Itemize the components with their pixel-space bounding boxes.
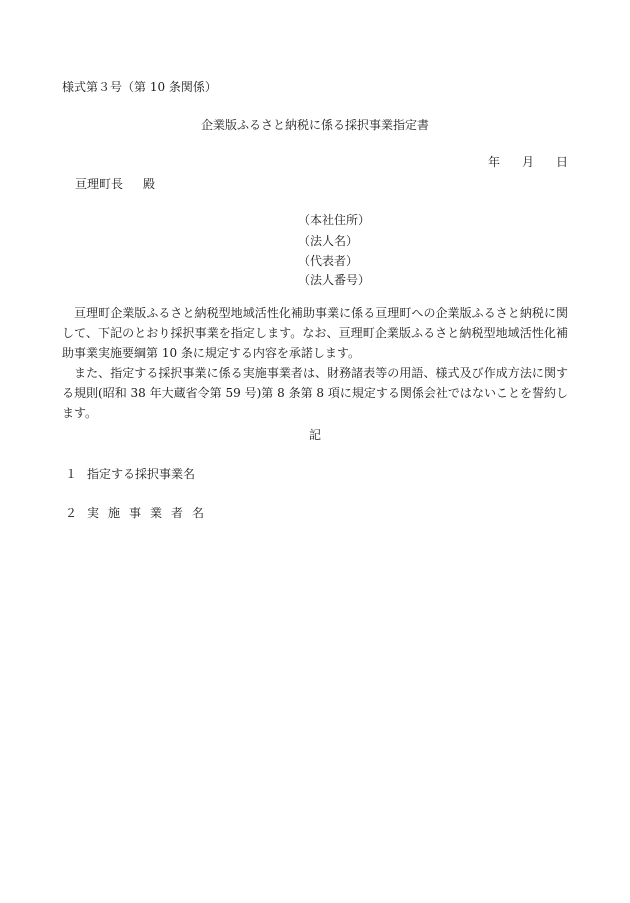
item-designated-project [65, 468, 195, 480]
date-year-label: 年 [487, 155, 500, 169]
addressee-honorific: 殿 [143, 177, 156, 191]
addressee [75, 178, 155, 190]
item-label: 実施事業者名 [87, 506, 214, 520]
form-number: 様式第３号（第 10 条関係） [62, 80, 217, 94]
applicant-corporation-name-label: （法人名） [298, 234, 359, 248]
applicant-corporate-number-label: （法人番号） [298, 273, 371, 287]
body-paragraph-2-text: また、指定する採択事業に係る実施事業者は、財務諸表等の用語、様式及び作成方法に関する規則(昭和 38 年大蔵省令第 59 号)第 8 条第 8 項に規定する関係会社ではないことを誓約します。 [62, 366, 568, 420]
item-label: 指定する採択事業名 [87, 467, 196, 481]
applicant-representative-label: （代表者） [298, 254, 359, 268]
body-paragraph-1-text: 亘理町企業版ふるさと納税型地域活性化補助事業に係る亘理町への企業版ふるさと納税に関して、下記のとおり採択事業を指定します。なお、亘理町企業版ふるさと納税型地域活性化補助事業実施要綱第 10 条に規定する内容を承諾します。 [62, 306, 568, 360]
ki-heading: 記 [308, 428, 321, 442]
item-number: ２ [65, 506, 78, 520]
date-line [488, 156, 568, 168]
addressee-name: 亘理町長 [75, 177, 124, 191]
document-title: 企業版ふるさと納税に係る採択事業指定書 [200, 118, 429, 132]
body-paragraph-1 [62, 303, 568, 363]
date-day-label: 日 [555, 155, 568, 169]
item-number: １ [65, 467, 78, 481]
applicant-company-address-label: （本社住所） [298, 213, 371, 227]
item-implementer-name [65, 507, 213, 519]
body-paragraph-2 [62, 363, 568, 423]
date-month-label: 月 [521, 155, 534, 169]
